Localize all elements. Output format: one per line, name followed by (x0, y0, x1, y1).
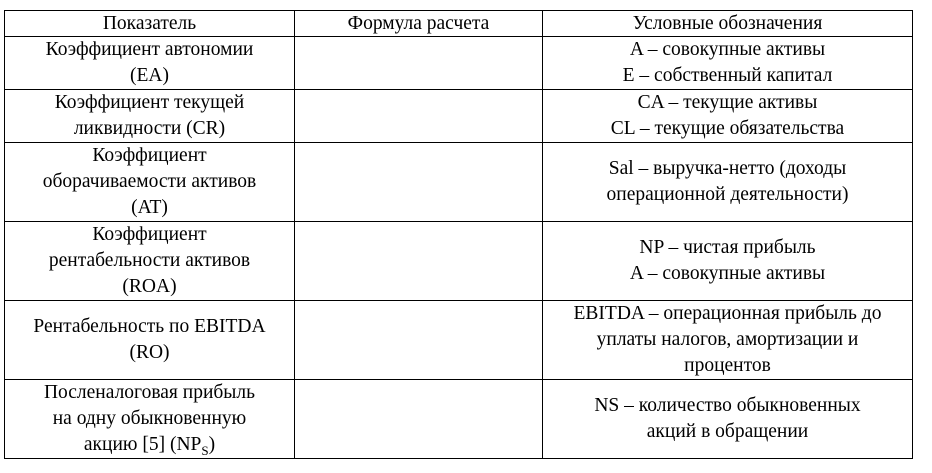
indicator-line: (RO) (129, 342, 170, 363)
notation-line: операционной деятельности) (606, 184, 849, 205)
indicator-line: ликвидности (CR) (73, 118, 226, 139)
indicator-line: Коэффициент (92, 224, 207, 245)
notation-line: уплаты налогов, амортизации и (596, 329, 859, 350)
notation-line: A – совокупные активы (629, 263, 826, 284)
notation-line: процентов (684, 355, 771, 376)
financial-ratios-table (4, 10, 913, 459)
indicator-suffix: ) (208, 434, 216, 455)
formula-cell (295, 143, 543, 222)
notation-cell (543, 37, 913, 90)
table-header-row (5, 11, 913, 37)
formula-cell (295, 37, 543, 90)
notation-line: акций в обращении (646, 421, 809, 442)
notation-line: CL – текущие обязательства (610, 118, 845, 139)
notation-cell (543, 222, 913, 301)
indicator-line: (ROA) (122, 276, 177, 297)
indicator-subscript: S (201, 442, 209, 458)
table-row (5, 90, 913, 143)
indicator-line: (EA) (130, 65, 169, 86)
notation-cell (543, 380, 913, 459)
indicator-cell (5, 37, 295, 90)
notation-cell (543, 143, 913, 222)
indicator-line-with-subscript (9, 432, 290, 458)
table-row (5, 301, 913, 380)
notation-line: Sal – выручка-нетто (доходы (608, 158, 847, 179)
indicator-line: Коэффициент автономии (45, 39, 254, 60)
notation-line: A – совокупные активы (629, 39, 826, 60)
indicator-cell (5, 222, 295, 301)
indicator-cell (5, 143, 295, 222)
header-indicator: Показатель (5, 11, 295, 37)
notation-line: CA – текущие активы (637, 92, 818, 113)
notation-line: NS – количество обыкновенных (594, 395, 861, 416)
header-formula: Формула расчета (295, 11, 543, 37)
indicator-line: Рентабельность по EBITDA (33, 316, 266, 337)
formula-cell (295, 380, 543, 459)
table-row (5, 143, 913, 222)
formula-cell (295, 222, 543, 301)
table-row (5, 37, 913, 90)
notation-line: EBITDA – операционная прибыль до (573, 303, 882, 324)
notation-line: E – собственный капитал (622, 65, 833, 86)
notation-cell (543, 90, 913, 143)
indicator-line: Посленалоговая прибыль (43, 382, 256, 403)
formula-cell (295, 301, 543, 380)
indicator-line: (AT) (131, 197, 168, 218)
indicator-text: акцию [5] (NP (83, 434, 202, 455)
indicator-line: Коэффициент (92, 145, 207, 166)
table-row (5, 222, 913, 301)
indicator-line: оборачиваемости активов (42, 171, 257, 192)
formula-cell (295, 90, 543, 143)
indicator-line: рентабельности активов (48, 250, 251, 271)
table-row (5, 380, 913, 459)
indicator-line: Коэффициент текущей (54, 92, 245, 113)
indicator-cell (5, 90, 295, 143)
notation-line: NP – чистая прибыль (639, 237, 816, 258)
header-notation: Условные обозначения (543, 11, 913, 37)
indicator-cell (5, 301, 295, 380)
indicator-line: на одну обыкновенную (52, 408, 247, 429)
indicator-cell (5, 380, 295, 459)
notation-cell (543, 301, 913, 380)
